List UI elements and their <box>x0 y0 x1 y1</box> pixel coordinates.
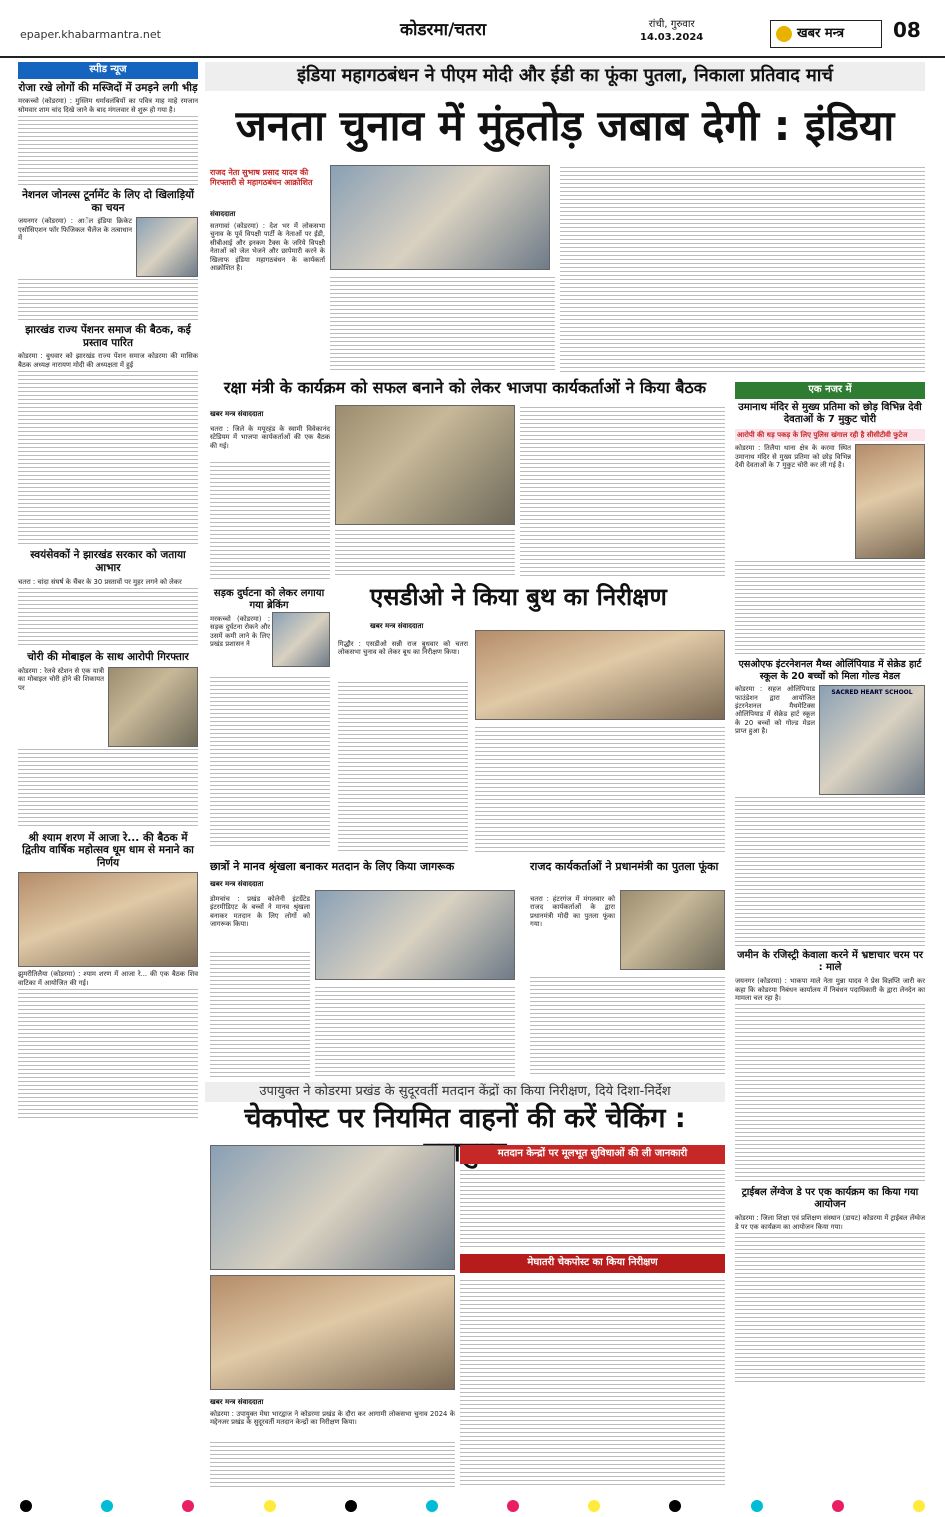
site-url[interactable]: epaper.khabarmantra.net <box>20 28 161 41</box>
lead-pullquote: राजद नेता सुभाष प्रसाद यादव की गिरफ्तारी से महागठबंधन आक्रोशित <box>210 168 313 187</box>
story-text-lines <box>18 588 198 648</box>
lead-kicker: इंडिया महागठबंधन ने पीएम मोदी और ईडी का फूंका पुतला, निकाला प्रतिवाद मार्च <box>205 62 925 91</box>
story-headline: एसडीओ ने किया बुथ का निरीक्षण <box>370 583 667 611</box>
story-lead: कोडरमा : उपायुक्त मेघा भारद्वाज ने कोडरमा प्रखंड के दौरा कर आगामी लोकसभा चुनाव 2024 के मद्देनजर प्रखंड के सुदूरवर्ती मतदान केन्द्रों का निरीक्षण किया। <box>210 1410 455 1427</box>
story-text-lines <box>460 1170 725 1250</box>
meeting-photo <box>18 872 198 967</box>
story-headline: चोरी की मोबाइल के साथ आरोपी गिरफ्तार <box>27 651 189 664</box>
story-text-lines <box>210 677 330 847</box>
issue-date: 14.03.2024 <box>640 32 704 43</box>
suspect-photo <box>108 667 198 747</box>
story-text-lines <box>210 952 310 1077</box>
story-text-lines <box>460 1280 725 1485</box>
brand-name: खबर मन्त्र <box>770 20 882 48</box>
story-text-lines <box>530 977 725 1077</box>
story-lead: कोडरमा : बुधवार को झारखंड राज्य पेंशन समाज कोडरमा की मासिक बैठक अध्यक्ष नारायण मोदी की अध्यक्षता में हुई <box>18 352 198 369</box>
city-day: रांची, गुरुवार <box>648 19 695 30</box>
lead-headline: जनता चुनाव में मुंहतोड़ जबाब देगी : इंडिया <box>235 101 895 150</box>
dc-photo <box>210 1145 455 1270</box>
player-photo <box>136 217 198 277</box>
dc-headline: चेकपोस्ट पर नियमित वाहनों की करें चेकिंग : <box>244 1103 686 1134</box>
section-title: कोडरमा/चतरा <box>400 20 487 40</box>
meeting-photo <box>335 405 515 525</box>
story-lead: कोडरमा : रेलवे स्टेशन से एक यात्री का मोबाइल चोरी होने की शिकायत पर <box>18 666 104 692</box>
story-lead: कोडरमा : तिलैया थाना क्षेत्र के करमा स्थित उमानाथ मंदिर से मुख्य प्रतिमा को छोड़ विभिन्न देवी देवताओं के 7 मुकुट चोरी कर ली गई है। <box>735 444 851 470</box>
story-text-lines <box>735 797 925 947</box>
story-text-lines <box>338 682 468 852</box>
dc-kicker: उपायुक्त ने कोडरमा प्रखंड के सुदूरवर्ती मतदान केंद्रों का किया निरीक्षण, दिये दिशा-निर्देश <box>205 1082 725 1102</box>
story-lead: चतरा : जिले के मयूरहंड के स्वामी विवेकानंद स्टेडियम में भाजपा कार्यकर्ताओं की एक बैठक की गई। <box>210 425 330 450</box>
story-text-lines <box>18 749 198 829</box>
story-lead: डोमचांच : प्रखंड कोलेनी इंटर्ग्रेटेड इंटरमीडिएट के बच्चों ने मानव श्रृंखला बनाकर मतदान के लिए लोगों को जागरूक किया। <box>210 895 310 929</box>
story-headline: ट्राईबल लेंग्वेज डे पर एक कार्यक्रम का किया गया आयोजन <box>741 1187 919 1211</box>
story-text-lines <box>335 530 515 575</box>
checkpost-subhead: मेघातरी चेकपोस्ट का किया निरीक्षण <box>460 1254 725 1273</box>
print-registration-marks <box>20 1500 925 1512</box>
story-lead: जयनगर (कोडरमा) : आॅल इंडिया क्रिकेट एसोसिएशन फॉर फिजिकल चैलेंज के तत्वाधान में <box>18 217 132 243</box>
story-lead: झुमरीतिलैया (कोडरमा) : श्याम शरण में आजा रे... की एक बैठक शिव वाटिका में आयोजित की गई। <box>18 970 198 987</box>
effigy-photo <box>620 890 725 970</box>
dateline <box>640 18 703 44</box>
story-lead: चतरा : चांदा संघर्ष के चैंबर के 30 प्रस्तावों पर मुहर लगने को लेकर <box>18 577 182 586</box>
story-credit: खबर मन्त्र संवाददाता <box>210 1398 264 1406</box>
story-text-lines <box>475 727 725 852</box>
human-chain-photo <box>315 890 515 980</box>
story-lead: मरकच्चो (कोडरमा) : सड़क दुर्घटना रोकने और उसमें कमी लाने के लिए प्रखंड प्रशासन ने <box>210 615 270 649</box>
protest-photo <box>330 165 550 270</box>
left-column <box>18 62 198 1462</box>
students-photo <box>819 685 925 795</box>
facilities-subhead: मतदान केन्द्रों पर मूलभूत सुविधाओं की ली जानकारी <box>460 1145 725 1164</box>
story-headline: नेशनल जोनल्स टूर्नामेंट के लिए दो खिलाड़ियों का चयन <box>22 189 194 214</box>
story-headline: छात्रों ने मानव श्रृंखला बनाकर मतदान के लिए किया जागरूक <box>210 860 455 873</box>
story-headline: स्वयंसेवकों ने झारखंड सरकार को जताया आभार <box>30 549 186 574</box>
story-text-lines <box>210 1442 455 1487</box>
story-text-lines <box>520 407 725 577</box>
story-text-lines <box>18 279 198 321</box>
story-headline: राजद कार्यकर्ताओं ने प्रधानमंत्री का पुतला फूंका <box>530 860 719 873</box>
story-lead: मरकच्चो (कोडरमा) : मुस्लिम धर्मावलंबियों का पवित्र माह माहे रमजान सोमवार शाम चांद दिखे जाने के बाद मंगलवार से शुरू हो गया है। <box>18 97 198 114</box>
story-text-lines <box>735 561 925 656</box>
temple-photo <box>855 444 925 559</box>
story-lead: चतरा : हंटरगंज में मंगलवार को राजद कार्यकर्ताओं के द्वारा प्रधानमंत्री मोदी का पुतला फूंका गया। <box>530 895 615 929</box>
lead-credit: संवाददाता <box>210 210 236 218</box>
story-lead: कोडरमा : जिला शिक्षा एवं प्रशिक्षण संस्थान (डायट) कोडरमा में ट्राईबल लेंग्वेज डे पर एक कार्यक्रम का आयोजन किया गया। <box>735 1214 925 1231</box>
story-text-lines <box>735 1233 925 1383</box>
story-note: आरोपी की धड़ पकड़ के लिए पुलिस खंगाल रही है सीसीटीवी फुटेज <box>735 429 925 442</box>
story-lead: जयनगर (कोडरमा) : भाकपा माले नेता मुन्ना यादव ने प्रेस विज्ञप्ति जारी कर कहा कि कोडरमा निबंधन कार्यालय में निबंधन पदाधिकारी के द्वारा लेनदेन का मामला चल रहा है। <box>735 977 925 1002</box>
inspection-photo <box>475 630 725 720</box>
speed-news-tag: स्पीड न्यूज <box>18 62 198 79</box>
story-text-lines <box>18 116 198 186</box>
lead-text-lines <box>330 277 555 372</box>
story-credit: खबर मन्त्र संवाददाता <box>210 410 264 418</box>
story-credit: खबर मन्त्र संवाददाता <box>370 622 424 630</box>
story-text-lines <box>315 987 515 1077</box>
lead-text-lines <box>560 167 925 372</box>
bjp-meeting-story <box>205 378 725 398</box>
road-photo <box>272 612 330 667</box>
story-text-lines <box>210 462 330 582</box>
story-text-lines <box>735 1004 925 1184</box>
school-sign: SACRED HEART SCHOOL <box>831 689 913 697</box>
story-headline: उमानाथ मंदिर से मुख्य प्रतिमा को छोड़ विभिन्न देवी देवताओं के 7 मुकुट चोरी <box>738 401 922 425</box>
dc-photo-2 <box>210 1275 455 1390</box>
story-text-lines <box>18 371 198 546</box>
page-number: 08 <box>893 18 921 42</box>
story-text-lines <box>18 989 198 1119</box>
story-headline: रोजा रखे लोगों की मस्जिदों में उमड़ने लगी भीड़ <box>18 81 198 94</box>
story-headline: झारखंड राज्य पेंशनर समाज की बैठक, कई प्रस्ताव पारित <box>25 324 191 349</box>
story-credit: खबर मन्त्र संवाददाता <box>210 880 264 888</box>
lead-body: सतगावां (कोडरमा) : देश भर में लोकसभा चुनाव के पूर्व विपक्षी पार्टी के नेताओं पर ईडी, सीबीआई और इनकम टैक्स के जरिये विपक्षी नेताओं को जेल भेजने और छापेमारी करने के खिलाफ इंडिया महागठबंधन के कार्यकर्ता आक्रोशित है। <box>210 222 325 273</box>
story-headline: श्री श्याम शरण में आजा रे... की बैठक में द्वितीय वार्षिक महोत्सव धूम धाम से मनाने का निर्णय <box>22 831 194 869</box>
story-headline: सड़क दुर्घटना को लेकर लगाया गया ब्रेकिंग <box>213 588 325 611</box>
right-column <box>735 382 925 1385</box>
story-headline: एसओएफ इंटरनेशनल मैथ्स ओलिंपियाड में सेक्रेड हार्ट स्कूल के 20 बच्चों को मिला गोल्ड मेडल <box>738 659 922 682</box>
story-headline: रक्षा मंत्री के कार्यक्रम को सफल बनाने को लेकर भाजपा कार्यकर्ताओं ने किया बैठक <box>223 378 707 397</box>
story-lead: कोडरमा : सहज ओलिंपियाड फाउंडेशन द्वारा आयोजित इंटरनेशनल मैथमेटिक्स ओलिंपियाड में सेक्रेड हार्ट स्कूल के 20 बच्चों को गोल्ड मेडल प्राप्त हुआ है। <box>735 685 815 736</box>
story-lead: गिद्धौर : एसडीओ सन्नी राज बुधवार को चतरा लोकसभा चुनाव को लेकर बूथ का निरीक्षण किया। <box>338 640 468 657</box>
story-headline: जमीन के रजिस्ट्री केवाला करने में भ्रष्टाचार चरम पर : माले <box>737 950 923 974</box>
at-a-glance-tag: एक नजर में <box>735 382 925 399</box>
